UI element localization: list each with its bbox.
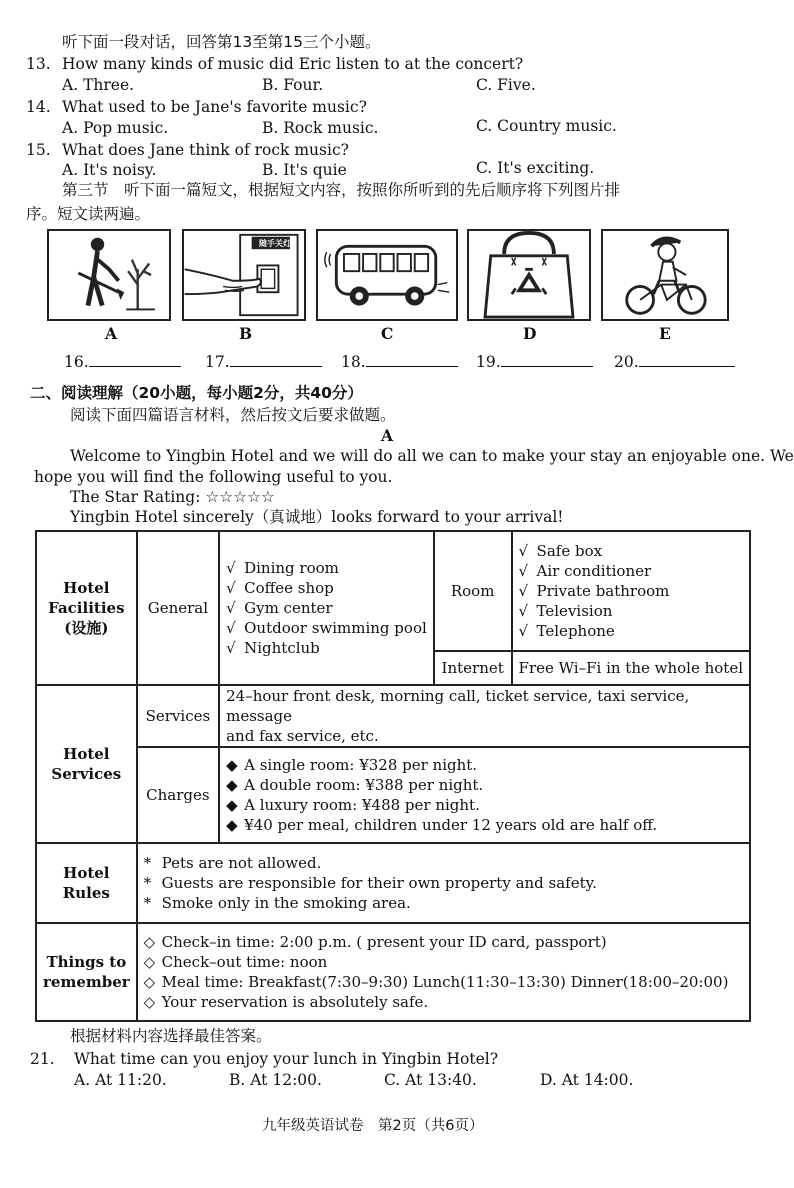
boy-riding-bike-icon	[603, 231, 727, 319]
list-item: * Guests are responsible for their own property and safety.	[143, 874, 597, 892]
list-item: √ Air conditioner	[518, 562, 652, 580]
things-list	[137, 923, 750, 1021]
page-footer: 九年级英语试卷 第2页（共6页）	[262, 1118, 484, 1134]
question-number: 21.	[30, 1050, 55, 1068]
option-b: B. At 12:00.	[229, 1071, 322, 1089]
option-a: A. At 11:20.	[74, 1071, 167, 1089]
passage-text: Welcome to Yingbin Hotel and we will do all we can to make your stay an enjoyable one. We	[70, 447, 794, 465]
list-item: ◇ Check–out time: noon	[143, 953, 328, 971]
charges-label: Charges	[137, 747, 219, 843]
list-item: √ Television	[518, 602, 613, 620]
answer-blank-16[interactable]: 16.	[64, 352, 181, 371]
list-item: √ Safe box	[518, 542, 603, 560]
light-sign: 随手关灯	[259, 239, 291, 248]
general-list	[219, 531, 434, 685]
option-a: A. Pop music.	[62, 119, 169, 137]
internet-value: Free Wi–Fi in the whole hotel	[512, 651, 750, 685]
list-item: * Smoke only in the smoking area.	[143, 894, 411, 912]
list-item: ◆ A single room: ¥328 per night.	[226, 756, 478, 774]
option-c: C. It's exciting.	[476, 159, 595, 177]
list-item: ◆ A luxury room: ¥488 per night.	[226, 796, 480, 814]
picture-label-b: B	[239, 324, 253, 343]
option-c: C. Country music.	[476, 117, 617, 135]
part2-instruction: 阅读下面四篇语言材料，然后按文后要求做题。	[70, 406, 396, 424]
option-b: B. It's quie	[262, 161, 347, 179]
option-a: A. It's noisy.	[62, 161, 157, 179]
rules-list	[137, 843, 750, 923]
option-a: A. Three.	[62, 76, 135, 94]
list-item: ◆ A double room: ¥388 per night.	[226, 776, 484, 794]
list-item: √ Nightclub	[226, 639, 320, 657]
internet-label: Internet	[434, 651, 512, 685]
rules-heading: Hotel Rules	[36, 843, 137, 923]
option-b: B. Rock music.	[262, 119, 379, 137]
passage-closing: Yingbin Hotel sincerely（真诚地）looks forward to your arrival!	[70, 508, 564, 526]
question-number: 15.	[26, 141, 51, 159]
services-value: 24–hour front desk, morning call, ticket service, taxi service, message and fax service, etc.	[219, 685, 750, 747]
section-intro: 听下面一段对话，回答第13至第15三个小题。	[62, 33, 381, 51]
picture-b	[182, 229, 306, 321]
choose-instruction: 根据材料内容选择最佳答案。	[70, 1027, 272, 1045]
general-label: General	[137, 531, 219, 685]
list-item: √ Dining room	[226, 559, 339, 577]
star-rating: The Star Rating: ☆☆☆☆☆	[70, 488, 275, 506]
bus-icon	[318, 231, 456, 319]
picture-label-a: A	[105, 324, 118, 343]
passage-label: A	[381, 426, 394, 445]
list-item: ◇ Check–in time: 2:00 p.m. ( present your ID card, passport)	[143, 933, 607, 951]
list-item: ◇ Your reservation is absolutely safe.	[143, 993, 429, 1011]
option-c: C. At 13:40.	[384, 1071, 477, 1089]
picture-e	[601, 229, 729, 321]
list-item: √ Private bathroom	[518, 582, 670, 600]
services-label: Services	[137, 685, 219, 747]
section3-instruction: 第三节 听下面一篇短文，根据短文内容，按照你所听到的先后顺序将下列图片排	[62, 181, 621, 199]
question-number: 13.	[26, 55, 51, 73]
facilities-heading: Hotel Facilities (设施)	[36, 531, 137, 685]
hotel-info-table	[35, 530, 751, 1022]
list-item: √ Telephone	[518, 622, 615, 640]
charges-list	[219, 747, 750, 843]
list-item: √ Outdoor swimming pool	[226, 619, 427, 637]
option-c: C. Five.	[476, 76, 536, 94]
list-item: √ Gym center	[226, 599, 333, 617]
picture-label-d: D	[523, 324, 537, 343]
picture-d	[467, 229, 591, 321]
picture-label-e: E	[659, 324, 671, 343]
picture-a	[47, 229, 171, 321]
list-item: ◇ Meal time: Breakfast(7:30–9:30) Lunch(11:30–13:30) Dinner(18:00–20:00)	[143, 973, 729, 991]
question-text: What does Jane think of rock music?	[62, 141, 349, 159]
picture-label-c: C	[381, 324, 394, 343]
picture-c	[316, 229, 458, 321]
question-text: What time can you enjoy your lunch in Yingbin Hotel?	[74, 1050, 499, 1068]
things-heading: Things to remember	[36, 923, 137, 1021]
passage-text-cont: hope you will find the following useful to you.	[34, 468, 393, 486]
question-text: What used to be Jane's favorite music?	[62, 98, 367, 116]
part2-title: 二、阅读理解（20小题，每小题2分，共40分）	[30, 384, 363, 402]
list-item: * Pets are not allowed.	[143, 854, 322, 872]
question-number: 14.	[26, 98, 51, 116]
answer-blank-20[interactable]: 20.	[614, 352, 735, 371]
option-d: D. At 14:00.	[540, 1071, 634, 1089]
section3-instruction-cont: 序。短文读两遍。	[26, 205, 151, 223]
list-item: √ Coffee shop	[226, 579, 334, 597]
room-label: Room	[434, 531, 512, 651]
room-list	[512, 531, 750, 651]
question-text: How many kinds of music did Eric listen to at the concert?	[62, 55, 524, 73]
recycle-bag-icon	[469, 231, 589, 319]
services-heading: Hotel Services	[36, 685, 137, 843]
answer-blank-18[interactable]: 18.	[341, 352, 458, 371]
list-item: ◆ ¥40 per meal, children under 12 years old are half off.	[226, 816, 658, 834]
person-planting-tree-icon	[49, 231, 169, 319]
answer-blank-19[interactable]: 19.	[476, 352, 593, 371]
answer-blank-17[interactable]: 17.	[205, 352, 322, 371]
option-b: B. Four.	[262, 76, 324, 94]
